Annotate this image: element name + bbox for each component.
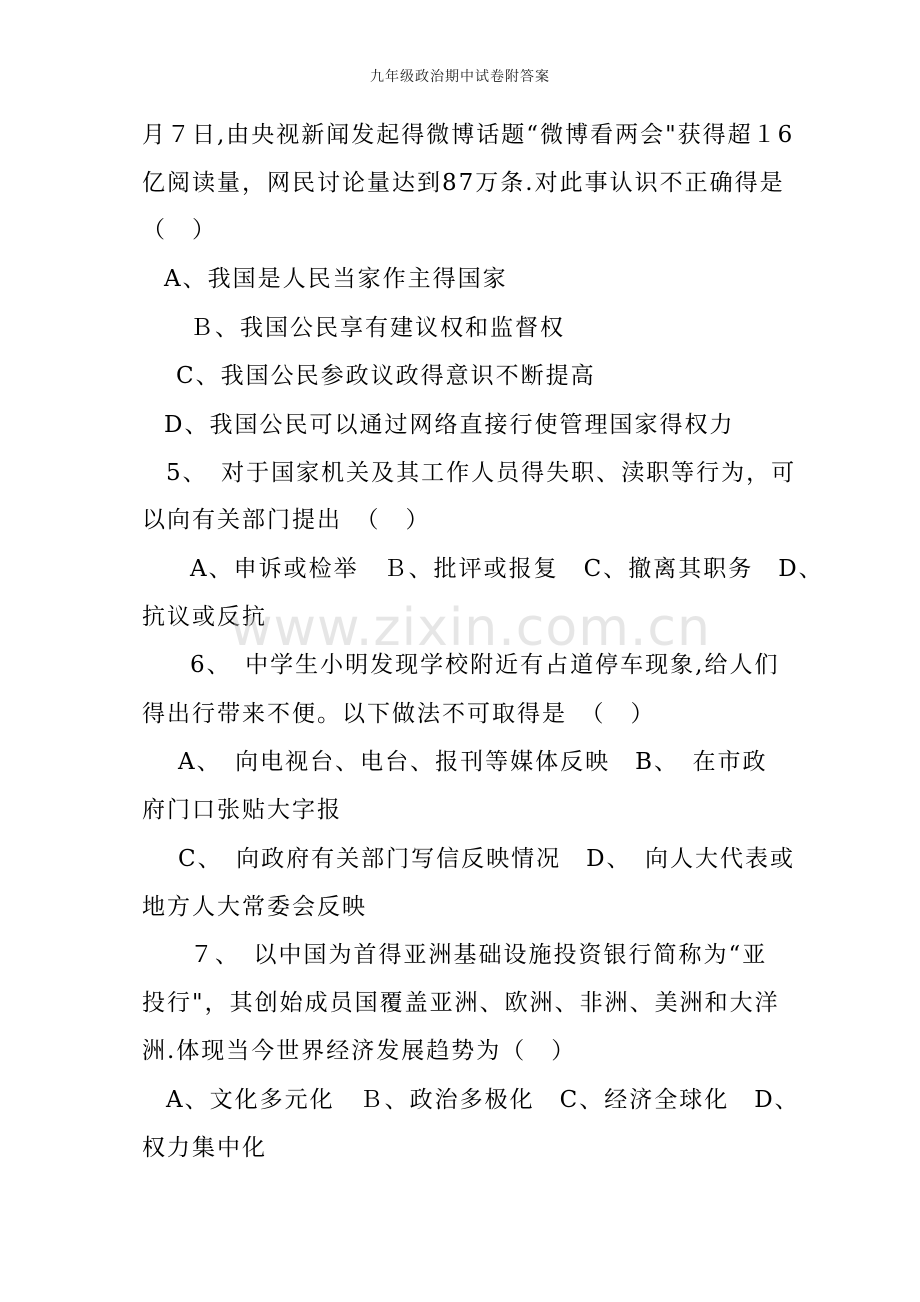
option-b-line: Ｂ、我国公民享有建议权和监督权 xyxy=(190,315,565,341)
text-line-1: 月７日,由央视新闻发起得微博话题“微博看两会"获得超１6 xyxy=(142,122,795,148)
question-6-options-line-4: 地方人大常委会反映 xyxy=(142,894,367,920)
question-5-options-line-1: A、申诉或检举 Ｂ、批评或报复 C、撤离其职务 D、 xyxy=(190,556,824,582)
question-7-line-2: 投行"，其创始成员国覆盖亚洲、欧洲、非洲、美洲和大洋 xyxy=(142,990,780,1016)
option-c-line: C、我国公民参政议政得意识不断提高 xyxy=(176,363,596,389)
question-5-line-2: 以向有关部门提出 （ ） xyxy=(142,507,431,533)
question-7-options-line-2: 权力集中化 xyxy=(142,1135,267,1161)
option-a-line: A、我国是人民当家作主得国家 xyxy=(164,266,508,292)
question-5-options-line-2: 抗议或反抗 xyxy=(142,604,267,630)
question-6-line-2: 得出行带来不便。以下做法不可取得是 （ ） xyxy=(142,701,656,727)
page-header: 九年级政治期中试卷附答案 xyxy=(370,69,550,85)
question-7-options-line-1: A、文化多元化 Ｂ、政治多极化 C、经济全球化 D、 xyxy=(166,1087,800,1113)
text-line-3: （ ） xyxy=(142,217,217,243)
watermark: www.zixin.com.cn xyxy=(230,598,711,658)
question-7-line-3: 洲.体现当今世界经济发展趋势为（ ） xyxy=(142,1038,577,1064)
question-6-line-1: 6、 中学生小明发现学校附近有占道停车现象,给人们 xyxy=(190,652,780,678)
question-6-options-line-1: A、 向电视台、电台、报刊等媒体反映 B、 在市政 xyxy=(178,749,768,775)
question-7-line-1: ７、 以中国为首得亚洲基础设施投资银行简称为“亚 xyxy=(190,942,768,968)
question-6-options-line-3: C、 向政府有关部门写信反映情况 D、 向人大代表或 xyxy=(178,846,796,872)
option-d-line: D、我国公民可以通过网络直接行使管理国家得权力 xyxy=(164,412,735,438)
text-line-2: 亿阅读量，网民讨论量达到87万条.对此事认识不正确得是 xyxy=(142,170,785,196)
question-6-options-line-2: 府门口张贴大字报 xyxy=(142,797,342,823)
question-5-line-1: 5、 对于国家机关及其工作人员得失职、渎职等行为，可 xyxy=(166,460,797,486)
